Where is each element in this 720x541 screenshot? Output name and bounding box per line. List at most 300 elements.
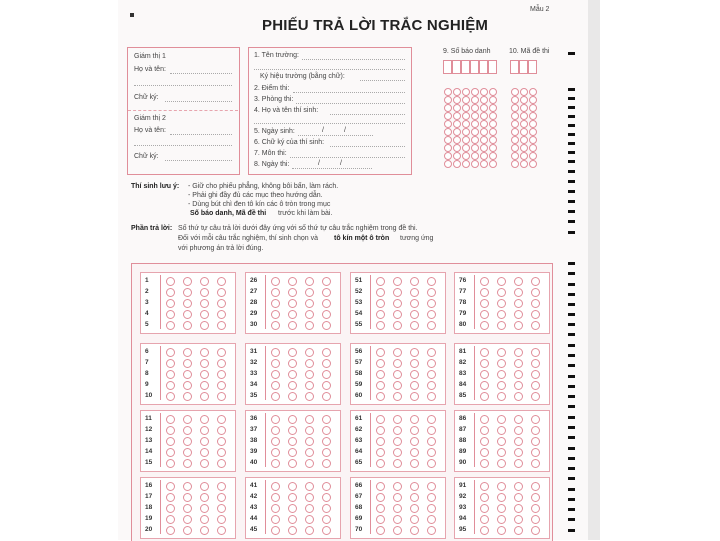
- answer-bubble-b[interactable]: [497, 348, 506, 357]
- answer-bubble-b[interactable]: [288, 437, 297, 446]
- answer-bubble-c[interactable]: [514, 321, 523, 330]
- answer-bubble-d[interactable]: [217, 504, 226, 513]
- answer-bubble-a[interactable]: [271, 437, 280, 446]
- exam-code-digit-bubble[interactable]: [529, 136, 537, 144]
- answer-bubble-a[interactable]: [271, 415, 280, 424]
- answer-bubble-d[interactable]: [217, 515, 226, 524]
- answer-bubble-b[interactable]: [393, 493, 402, 502]
- answer-bubble-a[interactable]: [271, 482, 280, 491]
- answer-bubble-a[interactable]: [166, 515, 175, 524]
- answer-bubble-b[interactable]: [183, 381, 192, 390]
- exam-code-digit-bubble[interactable]: [520, 120, 528, 128]
- candidate-number-digit-bubble[interactable]: [444, 120, 452, 128]
- candidate-number-digit-bubble[interactable]: [453, 104, 461, 112]
- answer-bubble-c[interactable]: [514, 526, 523, 535]
- exam-code-digit-bubble[interactable]: [511, 104, 519, 112]
- answer-bubble-c[interactable]: [305, 310, 314, 319]
- exam-code-digit-bubble[interactable]: [520, 88, 528, 96]
- candidate-number-digit-bubble[interactable]: [462, 88, 470, 96]
- answer-bubble-d[interactable]: [217, 482, 226, 491]
- candidate-number-digit-bubble[interactable]: [471, 120, 479, 128]
- answer-bubble-b[interactable]: [393, 482, 402, 491]
- answer-bubble-b[interactable]: [183, 437, 192, 446]
- answer-bubble-d[interactable]: [531, 504, 540, 513]
- candidate-number-digit-bubble[interactable]: [489, 160, 497, 168]
- answer-bubble-a[interactable]: [271, 515, 280, 524]
- answer-bubble-b[interactable]: [393, 277, 402, 286]
- answer-bubble-a[interactable]: [376, 448, 385, 457]
- answer-bubble-d[interactable]: [531, 321, 540, 330]
- candidate-number-digit-bubble[interactable]: [480, 152, 488, 160]
- exam-code-digit-bubble[interactable]: [520, 128, 528, 136]
- candidate-signature-field[interactable]: [330, 146, 405, 147]
- answer-bubble-a[interactable]: [376, 299, 385, 308]
- answer-bubble-c[interactable]: [200, 359, 209, 368]
- answer-bubble-a[interactable]: [376, 277, 385, 286]
- answer-bubble-a[interactable]: [271, 504, 280, 513]
- exam-code-digit-bubble[interactable]: [511, 96, 519, 104]
- answer-bubble-c[interactable]: [305, 299, 314, 308]
- candidate-number-digit-bubble[interactable]: [444, 128, 452, 136]
- answer-bubble-b[interactable]: [288, 348, 297, 357]
- candidate-number-digit-bubble[interactable]: [462, 128, 470, 136]
- answer-bubble-a[interactable]: [166, 370, 175, 379]
- candidate-number-digit-bubble[interactable]: [462, 96, 470, 104]
- answer-bubble-d[interactable]: [322, 288, 331, 297]
- answer-bubble-c[interactable]: [410, 482, 419, 491]
- answer-bubble-c[interactable]: [410, 299, 419, 308]
- candidate-number-entry-box[interactable]: [488, 60, 497, 74]
- candidate-number-digit-bubble[interactable]: [444, 136, 452, 144]
- answer-bubble-c[interactable]: [410, 370, 419, 379]
- answer-bubble-a[interactable]: [480, 504, 489, 513]
- answer-bubble-d[interactable]: [427, 493, 436, 502]
- answer-bubble-a[interactable]: [166, 426, 175, 435]
- candidate-number-digit-bubble[interactable]: [480, 104, 488, 112]
- exam-code-digit-bubble[interactable]: [529, 152, 537, 160]
- answer-bubble-b[interactable]: [393, 437, 402, 446]
- answer-bubble-b[interactable]: [183, 448, 192, 457]
- answer-bubble-c[interactable]: [200, 459, 209, 468]
- answer-bubble-d[interactable]: [322, 493, 331, 502]
- answer-bubble-a[interactable]: [376, 381, 385, 390]
- answer-bubble-a[interactable]: [376, 321, 385, 330]
- answer-bubble-d[interactable]: [427, 299, 436, 308]
- answer-bubble-c[interactable]: [514, 392, 523, 401]
- candidate-number-digit-bubble[interactable]: [480, 120, 488, 128]
- answer-bubble-d[interactable]: [427, 482, 436, 491]
- answer-bubble-b[interactable]: [393, 526, 402, 535]
- answer-bubble-a[interactable]: [271, 310, 280, 319]
- answer-bubble-c[interactable]: [410, 415, 419, 424]
- answer-bubble-a[interactable]: [376, 504, 385, 513]
- answer-bubble-b[interactable]: [288, 321, 297, 330]
- answer-bubble-d[interactable]: [322, 277, 331, 286]
- candidate-number-digit-bubble[interactable]: [489, 152, 497, 160]
- answer-bubble-b[interactable]: [393, 310, 402, 319]
- exam-code-digit-bubble[interactable]: [520, 152, 528, 160]
- answer-bubble-c[interactable]: [410, 288, 419, 297]
- answer-bubble-d[interactable]: [427, 381, 436, 390]
- answer-bubble-b[interactable]: [497, 359, 506, 368]
- answer-bubble-d[interactable]: [217, 359, 226, 368]
- answer-bubble-a[interactable]: [480, 437, 489, 446]
- answer-bubble-d[interactable]: [322, 415, 331, 424]
- answer-bubble-c[interactable]: [305, 415, 314, 424]
- supervisor-2-name-field[interactable]: [170, 134, 232, 135]
- answer-bubble-b[interactable]: [288, 504, 297, 513]
- answer-bubble-c[interactable]: [514, 288, 523, 297]
- answer-bubble-a[interactable]: [166, 504, 175, 513]
- answer-bubble-a[interactable]: [480, 299, 489, 308]
- answer-bubble-a[interactable]: [376, 348, 385, 357]
- answer-bubble-d[interactable]: [427, 426, 436, 435]
- exam-code-digit-bubble[interactable]: [520, 104, 528, 112]
- answer-bubble-a[interactable]: [166, 348, 175, 357]
- candidate-number-digit-bubble[interactable]: [462, 120, 470, 128]
- exam-code-digit-bubble[interactable]: [511, 128, 519, 136]
- answer-bubble-b[interactable]: [393, 515, 402, 524]
- exam-code-digit-bubble[interactable]: [529, 88, 537, 96]
- answer-bubble-c[interactable]: [200, 310, 209, 319]
- answer-bubble-a[interactable]: [166, 459, 175, 468]
- answer-bubble-b[interactable]: [393, 448, 402, 457]
- answer-bubble-c[interactable]: [200, 348, 209, 357]
- answer-bubble-b[interactable]: [288, 310, 297, 319]
- candidate-number-digit-bubble[interactable]: [453, 152, 461, 160]
- answer-bubble-b[interactable]: [497, 448, 506, 457]
- candidate-number-digit-bubble[interactable]: [480, 136, 488, 144]
- exam-code-digit-bubble[interactable]: [511, 152, 519, 160]
- answer-bubble-d[interactable]: [427, 392, 436, 401]
- candidate-number-digit-bubble[interactable]: [471, 152, 479, 160]
- answer-bubble-a[interactable]: [480, 277, 489, 286]
- candidate-number-digit-bubble[interactable]: [480, 128, 488, 136]
- candidate-number-digit-bubble[interactable]: [480, 144, 488, 152]
- answer-bubble-a[interactable]: [271, 426, 280, 435]
- answer-bubble-a[interactable]: [480, 359, 489, 368]
- answer-bubble-b[interactable]: [393, 415, 402, 424]
- candidate-number-digit-bubble[interactable]: [471, 88, 479, 96]
- answer-bubble-b[interactable]: [497, 459, 506, 468]
- exam-code-digit-bubble[interactable]: [529, 96, 537, 104]
- candidate-number-entry-box[interactable]: [479, 60, 488, 74]
- answer-bubble-b[interactable]: [183, 515, 192, 524]
- answer-bubble-b[interactable]: [497, 526, 506, 535]
- dob-field[interactable]: [298, 135, 373, 136]
- answer-bubble-d[interactable]: [531, 392, 540, 401]
- answer-bubble-a[interactable]: [166, 526, 175, 535]
- answer-bubble-a[interactable]: [166, 310, 175, 319]
- answer-bubble-c[interactable]: [200, 426, 209, 435]
- answer-bubble-a[interactable]: [271, 381, 280, 390]
- answer-bubble-d[interactable]: [217, 370, 226, 379]
- answer-bubble-d[interactable]: [217, 415, 226, 424]
- candidate-number-digit-bubble[interactable]: [453, 144, 461, 152]
- answer-bubble-b[interactable]: [183, 277, 192, 286]
- answer-bubble-a[interactable]: [376, 482, 385, 491]
- answer-bubble-b[interactable]: [497, 493, 506, 502]
- answer-bubble-a[interactable]: [376, 526, 385, 535]
- answer-bubble-b[interactable]: [288, 482, 297, 491]
- answer-bubble-c[interactable]: [200, 321, 209, 330]
- candidate-number-digit-bubble[interactable]: [462, 160, 470, 168]
- answer-bubble-d[interactable]: [217, 493, 226, 502]
- candidate-number-digit-bubble[interactable]: [444, 104, 452, 112]
- answer-bubble-d[interactable]: [322, 392, 331, 401]
- answer-bubble-a[interactable]: [376, 515, 385, 524]
- candidate-number-digit-bubble[interactable]: [453, 160, 461, 168]
- answer-bubble-c[interactable]: [410, 526, 419, 535]
- answer-bubble-d[interactable]: [217, 437, 226, 446]
- answer-bubble-c[interactable]: [514, 482, 523, 491]
- candidate-number-digit-bubble[interactable]: [480, 160, 488, 168]
- answer-bubble-d[interactable]: [427, 359, 436, 368]
- candidate-number-digit-bubble[interactable]: [444, 152, 452, 160]
- candidate-number-digit-bubble[interactable]: [489, 128, 497, 136]
- answer-bubble-c[interactable]: [305, 526, 314, 535]
- exam-code-digit-bubble[interactable]: [511, 112, 519, 120]
- candidate-number-digit-bubble[interactable]: [462, 152, 470, 160]
- answer-bubble-d[interactable]: [427, 459, 436, 468]
- answer-bubble-a[interactable]: [271, 459, 280, 468]
- answer-bubble-c[interactable]: [200, 370, 209, 379]
- answer-bubble-d[interactable]: [322, 359, 331, 368]
- answer-bubble-a[interactable]: [271, 493, 280, 502]
- candidate-number-digit-bubble[interactable]: [453, 128, 461, 136]
- answer-bubble-b[interactable]: [497, 392, 506, 401]
- answer-bubble-c[interactable]: [410, 359, 419, 368]
- answer-bubble-a[interactable]: [376, 426, 385, 435]
- school-code-field[interactable]: [360, 80, 405, 81]
- answer-bubble-d[interactable]: [322, 299, 331, 308]
- answer-bubble-d[interactable]: [531, 482, 540, 491]
- answer-bubble-c[interactable]: [514, 448, 523, 457]
- answer-bubble-b[interactable]: [497, 437, 506, 446]
- answer-bubble-b[interactable]: [183, 359, 192, 368]
- answer-bubble-a[interactable]: [480, 448, 489, 457]
- candidate-number-digit-bubble[interactable]: [480, 88, 488, 96]
- candidate-number-digit-bubble[interactable]: [489, 96, 497, 104]
- answer-bubble-b[interactable]: [497, 381, 506, 390]
- answer-bubble-c[interactable]: [514, 310, 523, 319]
- location-field[interactable]: [293, 92, 405, 93]
- answer-bubble-d[interactable]: [427, 504, 436, 513]
- answer-bubble-d[interactable]: [427, 437, 436, 446]
- answer-bubble-b[interactable]: [393, 381, 402, 390]
- answer-bubble-a[interactable]: [376, 459, 385, 468]
- answer-bubble-c[interactable]: [410, 437, 419, 446]
- answer-bubble-b[interactable]: [497, 299, 506, 308]
- candidate-number-digit-bubble[interactable]: [471, 160, 479, 168]
- answer-bubble-a[interactable]: [480, 381, 489, 390]
- answer-bubble-d[interactable]: [217, 459, 226, 468]
- answer-bubble-b[interactable]: [183, 299, 192, 308]
- answer-bubble-d[interactable]: [531, 448, 540, 457]
- school-field-2[interactable]: [254, 69, 405, 70]
- answer-bubble-b[interactable]: [183, 321, 192, 330]
- answer-bubble-a[interactable]: [166, 359, 175, 368]
- candidate-number-digit-bubble[interactable]: [489, 136, 497, 144]
- answer-bubble-c[interactable]: [305, 359, 314, 368]
- exam-code-digit-bubble[interactable]: [520, 112, 528, 120]
- answer-bubble-c[interactable]: [305, 459, 314, 468]
- answer-bubble-d[interactable]: [427, 288, 436, 297]
- candidate-number-digit-bubble[interactable]: [471, 128, 479, 136]
- answer-bubble-c[interactable]: [410, 310, 419, 319]
- answer-bubble-b[interactable]: [288, 515, 297, 524]
- answer-bubble-a[interactable]: [271, 448, 280, 457]
- answer-bubble-b[interactable]: [288, 299, 297, 308]
- answer-bubble-d[interactable]: [531, 370, 540, 379]
- candidate-number-digit-bubble[interactable]: [453, 88, 461, 96]
- answer-bubble-d[interactable]: [531, 381, 540, 390]
- answer-bubble-a[interactable]: [271, 277, 280, 286]
- answer-bubble-a[interactable]: [166, 493, 175, 502]
- answer-bubble-b[interactable]: [497, 426, 506, 435]
- answer-bubble-d[interactable]: [531, 426, 540, 435]
- answer-bubble-c[interactable]: [305, 437, 314, 446]
- answer-bubble-c[interactable]: [200, 526, 209, 535]
- answer-bubble-a[interactable]: [376, 415, 385, 424]
- answer-bubble-a[interactable]: [166, 482, 175, 491]
- answer-bubble-c[interactable]: [200, 392, 209, 401]
- answer-bubble-c[interactable]: [305, 493, 314, 502]
- answer-bubble-c[interactable]: [200, 493, 209, 502]
- answer-bubble-a[interactable]: [271, 348, 280, 357]
- exam-code-digit-bubble[interactable]: [511, 144, 519, 152]
- answer-bubble-c[interactable]: [410, 459, 419, 468]
- answer-bubble-d[interactable]: [217, 277, 226, 286]
- answer-bubble-b[interactable]: [288, 459, 297, 468]
- candidate-number-digit-bubble[interactable]: [480, 112, 488, 120]
- answer-bubble-b[interactable]: [288, 493, 297, 502]
- exam-code-digit-bubble[interactable]: [520, 144, 528, 152]
- candidate-number-digit-bubble[interactable]: [444, 160, 452, 168]
- candidate-number-digit-bubble[interactable]: [471, 104, 479, 112]
- candidate-number-entry-box[interactable]: [461, 60, 470, 74]
- answer-bubble-a[interactable]: [480, 288, 489, 297]
- answer-bubble-c[interactable]: [514, 426, 523, 435]
- answer-bubble-b[interactable]: [288, 381, 297, 390]
- candidate-number-digit-bubble[interactable]: [471, 112, 479, 120]
- exam-date-field[interactable]: [292, 168, 372, 169]
- candidate-number-digit-bubble[interactable]: [489, 112, 497, 120]
- answer-bubble-b[interactable]: [393, 392, 402, 401]
- candidate-number-digit-bubble[interactable]: [489, 88, 497, 96]
- answer-bubble-b[interactable]: [183, 370, 192, 379]
- exam-code-entry-box[interactable]: [519, 60, 528, 74]
- answer-bubble-a[interactable]: [480, 348, 489, 357]
- answer-bubble-c[interactable]: [514, 277, 523, 286]
- answer-bubble-a[interactable]: [480, 459, 489, 468]
- answer-bubble-d[interactable]: [531, 277, 540, 286]
- answer-bubble-c[interactable]: [200, 482, 209, 491]
- answer-bubble-c[interactable]: [305, 381, 314, 390]
- exam-code-digit-bubble[interactable]: [529, 144, 537, 152]
- answer-bubble-d[interactable]: [531, 437, 540, 446]
- candidate-number-digit-bubble[interactable]: [453, 112, 461, 120]
- answer-bubble-c[interactable]: [305, 370, 314, 379]
- answer-bubble-c[interactable]: [200, 515, 209, 524]
- exam-code-digit-bubble[interactable]: [520, 160, 528, 168]
- answer-bubble-b[interactable]: [183, 459, 192, 468]
- answer-bubble-c[interactable]: [410, 392, 419, 401]
- answer-bubble-d[interactable]: [217, 381, 226, 390]
- answer-bubble-a[interactable]: [376, 370, 385, 379]
- answer-bubble-d[interactable]: [427, 448, 436, 457]
- answer-bubble-d[interactable]: [322, 381, 331, 390]
- answer-bubble-b[interactable]: [497, 288, 506, 297]
- exam-code-entry-box[interactable]: [510, 60, 519, 74]
- exam-code-digit-bubble[interactable]: [511, 160, 519, 168]
- answer-bubble-c[interactable]: [410, 515, 419, 524]
- answer-bubble-d[interactable]: [427, 526, 436, 535]
- answer-bubble-b[interactable]: [288, 277, 297, 286]
- answer-bubble-d[interactable]: [322, 515, 331, 524]
- answer-bubble-a[interactable]: [376, 437, 385, 446]
- answer-bubble-c[interactable]: [200, 437, 209, 446]
- answer-bubble-b[interactable]: [497, 504, 506, 513]
- answer-bubble-d[interactable]: [427, 370, 436, 379]
- answer-bubble-a[interactable]: [166, 392, 175, 401]
- answer-bubble-b[interactable]: [288, 392, 297, 401]
- answer-bubble-b[interactable]: [393, 504, 402, 513]
- answer-bubble-d[interactable]: [322, 348, 331, 357]
- answer-bubble-c[interactable]: [514, 299, 523, 308]
- answer-bubble-d[interactable]: [322, 321, 331, 330]
- answer-bubble-b[interactable]: [393, 426, 402, 435]
- answer-bubble-a[interactable]: [271, 392, 280, 401]
- answer-bubble-b[interactable]: [288, 288, 297, 297]
- answer-bubble-b[interactable]: [497, 515, 506, 524]
- answer-bubble-c[interactable]: [200, 277, 209, 286]
- answer-bubble-c[interactable]: [305, 348, 314, 357]
- answer-bubble-d[interactable]: [217, 321, 226, 330]
- answer-bubble-a[interactable]: [166, 321, 175, 330]
- answer-bubble-b[interactable]: [288, 359, 297, 368]
- exam-code-digit-bubble[interactable]: [520, 136, 528, 144]
- answer-bubble-d[interactable]: [427, 415, 436, 424]
- answer-bubble-c[interactable]: [305, 321, 314, 330]
- candidate-number-digit-bubble[interactable]: [453, 136, 461, 144]
- answer-bubble-b[interactable]: [393, 459, 402, 468]
- answer-bubble-c[interactable]: [410, 348, 419, 357]
- answer-bubble-a[interactable]: [480, 370, 489, 379]
- answer-bubble-b[interactable]: [183, 415, 192, 424]
- school-field[interactable]: [302, 59, 405, 60]
- answer-bubble-a[interactable]: [480, 493, 489, 502]
- answer-bubble-a[interactable]: [376, 288, 385, 297]
- supervisor-1-name-field[interactable]: [170, 73, 232, 74]
- answer-bubble-c[interactable]: [410, 448, 419, 457]
- answer-bubble-b[interactable]: [183, 426, 192, 435]
- answer-bubble-a[interactable]: [271, 526, 280, 535]
- answer-bubble-b[interactable]: [183, 392, 192, 401]
- candidate-number-digit-bubble[interactable]: [462, 104, 470, 112]
- candidate-number-entry-box[interactable]: [443, 60, 452, 74]
- answer-bubble-b[interactable]: [497, 277, 506, 286]
- answer-bubble-d[interactable]: [531, 459, 540, 468]
- answer-bubble-c[interactable]: [200, 504, 209, 513]
- exam-code-digit-bubble[interactable]: [511, 136, 519, 144]
- answer-bubble-d[interactable]: [217, 348, 226, 357]
- answer-bubble-a[interactable]: [376, 310, 385, 319]
- answer-bubble-c[interactable]: [305, 482, 314, 491]
- answer-bubble-c[interactable]: [200, 448, 209, 457]
- answer-bubble-b[interactable]: [183, 493, 192, 502]
- answer-bubble-b[interactable]: [497, 482, 506, 491]
